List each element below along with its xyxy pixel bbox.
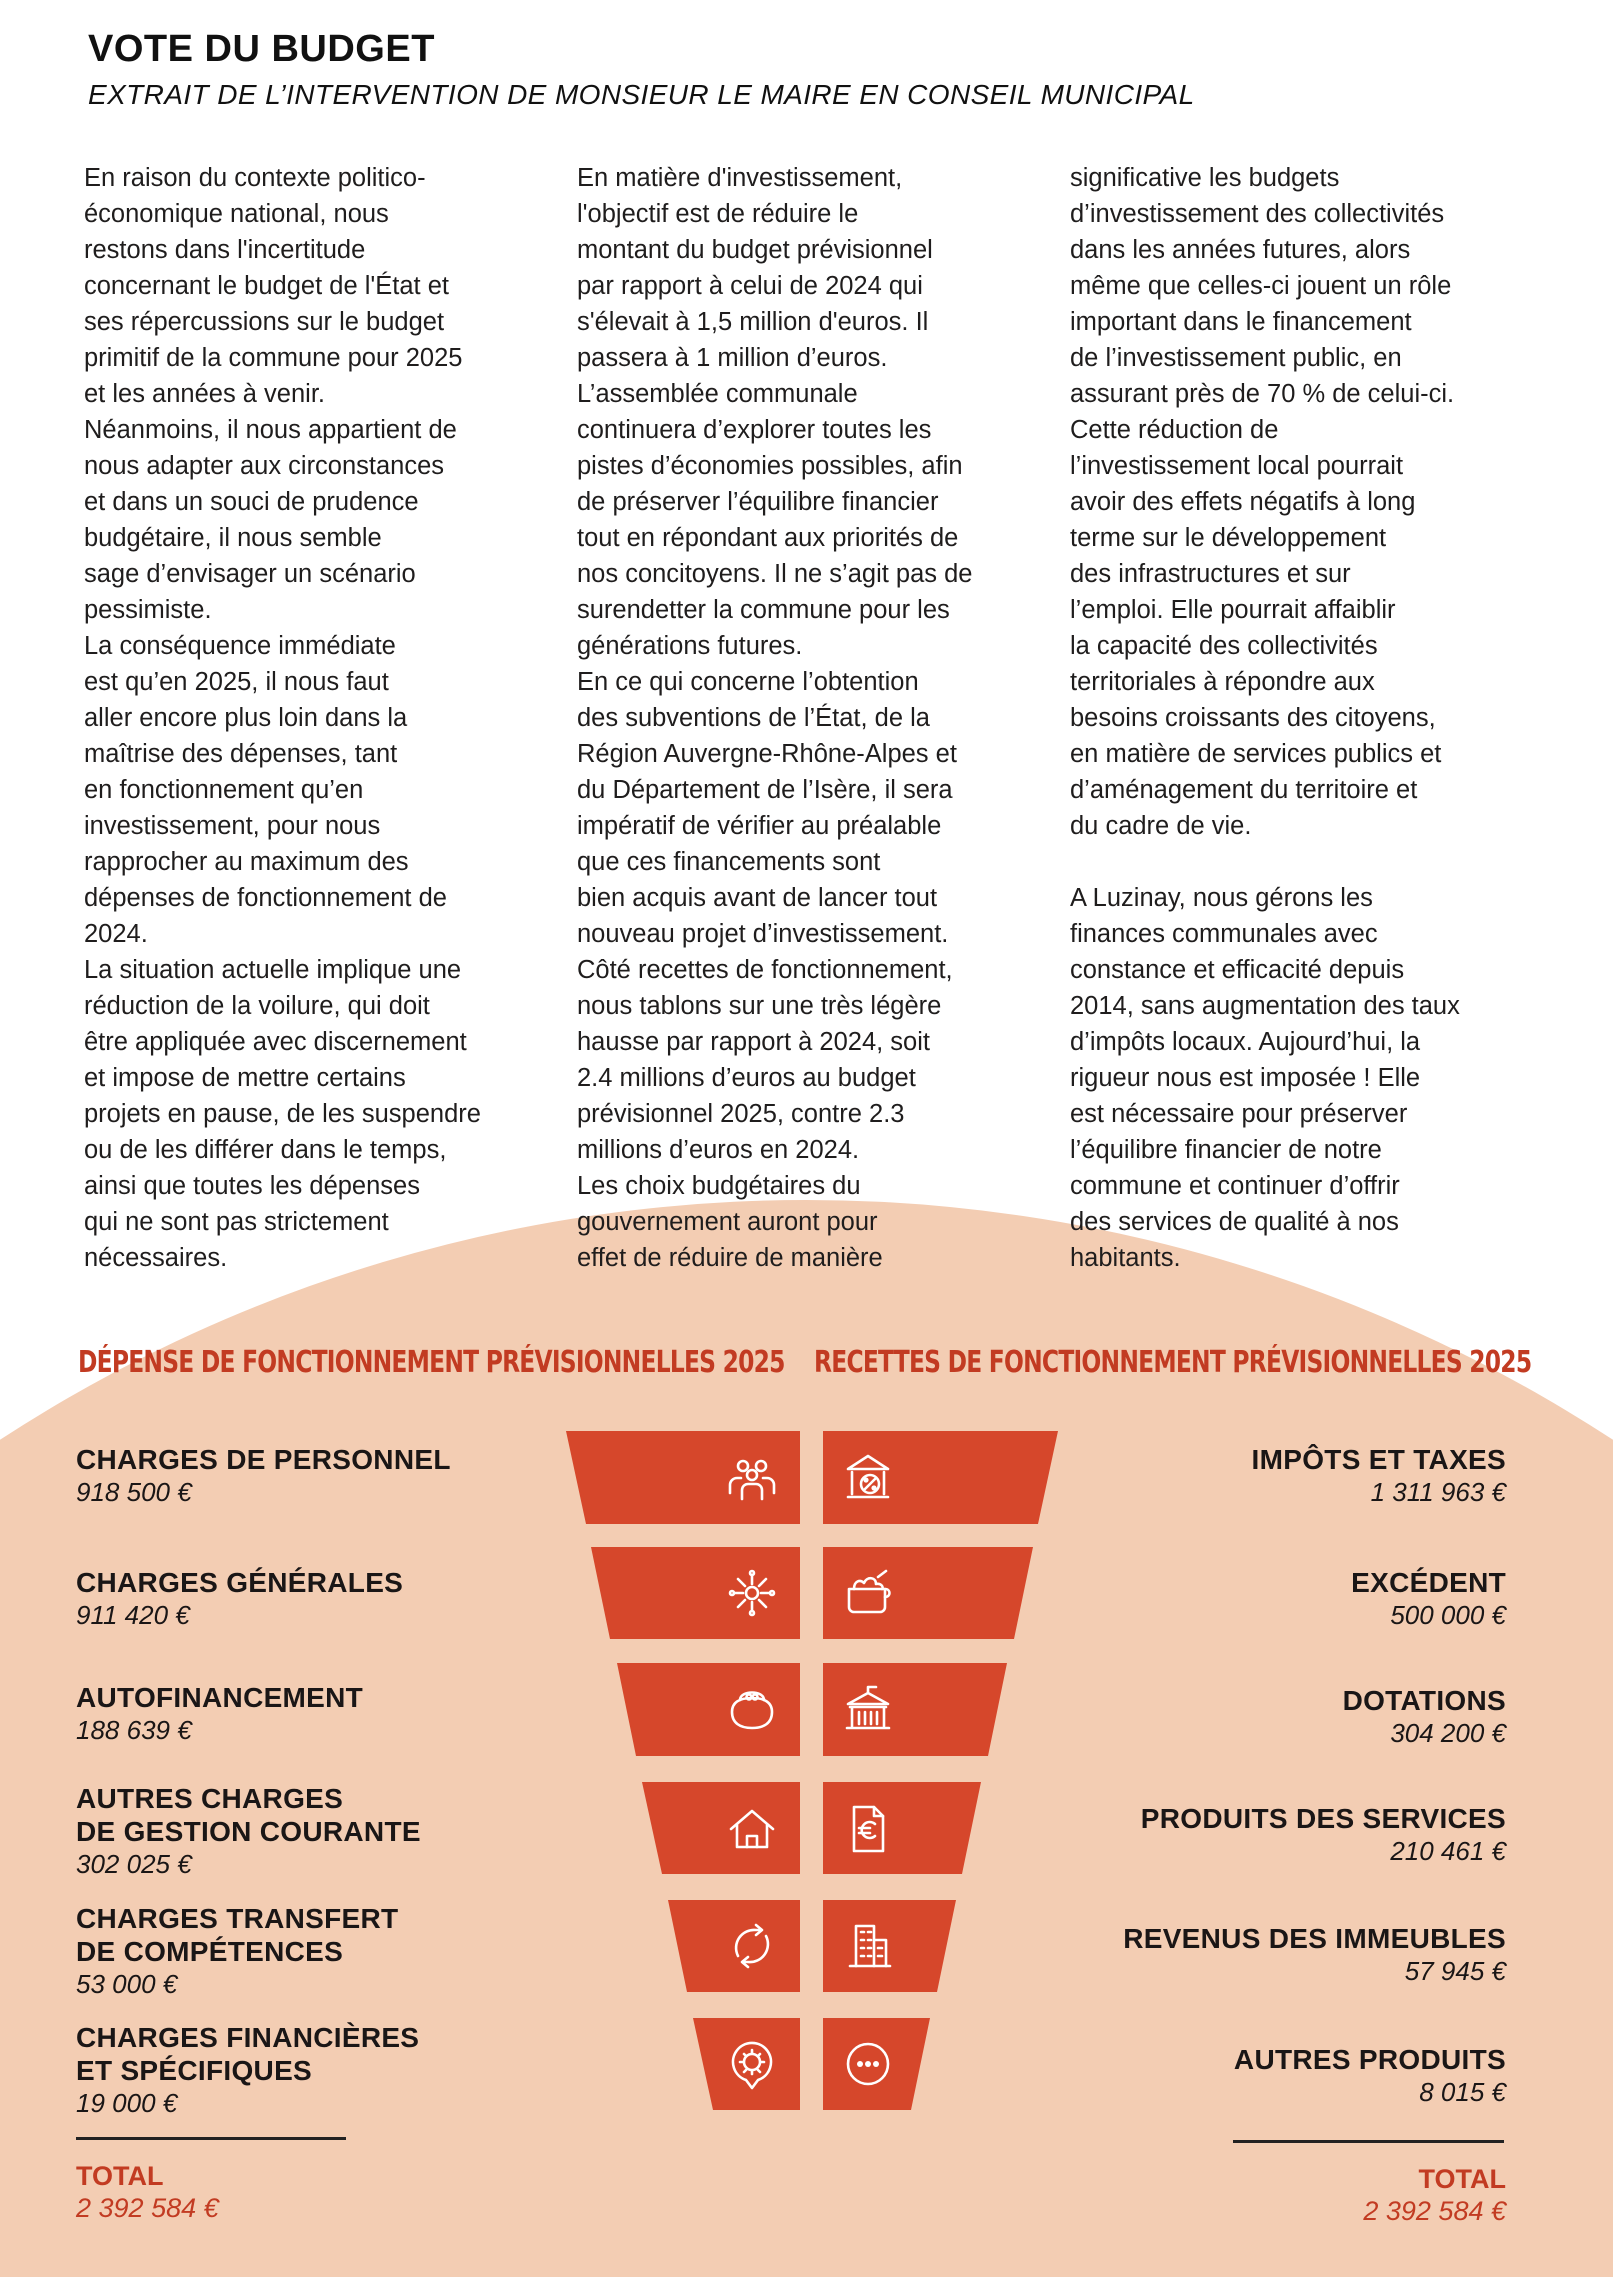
recette-label: REVENUS DES IMMEUBLES (1123, 1923, 1506, 1954)
recette-value: 500 000 € (1390, 1600, 1506, 1630)
recettes-section-title: RECETTES DE FONCTIONNEMENT PRÉVISIONNELLES 2025 (814, 1345, 1532, 1380)
recette-value: 57 945 € (1404, 1956, 1506, 1986)
article-column-3 (1070, 160, 1540, 1276)
depense-value: 911 420 € (76, 1600, 190, 1630)
article-text: En matière d'investissement, l'objectif est de réduire le montant du budget prévisionnel par rapport à celui de 2024 qui s'élevait à 1,5 million d'euros. Il passera à 1 million d’euros. L’assemblée communale continuera d’explorer toutes les pistes d’économies possibles, afin de préserver l’équilibre financier tout en répondant aux priorités de nos concitoyens. Il ne s’agit pas de surendetter la commune pour les générations futures. En ce qui concerne l’obtention des subventions de l’État, de la Région Auvergne-Rhône-Alpes et du Département de l’Isère, il sera impératif de vérifier au préalable que ces financements sont bien acquis avant de lancer tout nouveau projet d’investissement. Côté recettes de fonctionnement, nous tablons sur une très légère hausse par rapport à 2024, soit 2.4 millions d’euros au budget prévisionnel 2025, contre 2.3 millions d’euros en 2024. Les choix budgétaires du gouvernement auront pour effet de réduire de manière (577, 164, 973, 1272)
depense-item (76, 1782, 421, 1880)
depenses-total-divider (76, 2137, 346, 2140)
article-text: En raison du contexte politico- économique national, nous restons dans l'incertitude concernant le budget de l'État et ses répercussions sur le budget primitif de la commune pour 2025 et les années à venir. Néanmoins, il nous appartient de nous adapter aux circonstances et dans un souci de prudence budgétaire, il nous semble sage d’envisager un scénario pessimiste. La conséquence immédiate est qu’en 2025, il nous faut aller encore plus loin dans la maîtrise des dépenses, tant en fonctionnement qu’en investissement, pour nous rapprocher au maximum des dépenses de fonctionnement de 2024. La situation actuelle implique une réduction de la voilure, qui doit être appliquée avec discernement et impose de mettre certains projets en pause, de les suspendre ou de les différer dans le temps, ainsi que toutes les dépenses qui ne sont pas strictement nécessaires. (84, 164, 481, 1272)
depenses-total-value: 2 392 584 € (76, 2193, 219, 2223)
depense-label: CHARGES DE PERSONNEL (76, 1444, 451, 1475)
article-column-1 (84, 160, 554, 1276)
depense-item (76, 2021, 419, 2119)
recette-item (1351, 1566, 1506, 1631)
depense-label: AUTOFINANCEMENT (76, 1682, 364, 1713)
depenses-total (76, 2160, 219, 2224)
recette-label: IMPÔTS ET TAXES (1251, 1444, 1506, 1475)
depense-value: 302 025 € (76, 1849, 192, 1879)
recettes-total-value: 2 392 584 € (1363, 2196, 1506, 2226)
depense-value: 19 000 € (76, 2088, 178, 2118)
recettes-total (1363, 2163, 1506, 2227)
depense-item (76, 1902, 398, 2000)
depense-value: 918 500 € (76, 1477, 192, 1507)
recettes-total-label: TOTAL (1418, 2164, 1506, 2194)
depense-label: CHARGES FINANCIÈRES ET SPÉCIFIQUES (76, 2022, 420, 2086)
depense-label: CHARGES GÉNÉRALES (76, 1567, 404, 1598)
article-column-2 (577, 160, 1047, 1276)
page-title: VOTE DU BUDGET (88, 28, 435, 70)
depense-value: 188 639 € (76, 1715, 192, 1745)
depense-item (76, 1443, 451, 1508)
recette-value: 1 311 963 € (1370, 1477, 1506, 1507)
depenses-section-title: DÉPENSE DE FONCTIONNEMENT PRÉVISIONNELLES 2025 (78, 1345, 785, 1380)
page-subtitle: EXTRAIT DE L’INTERVENTION DE MONSIEUR LE MAIRE EN CONSEIL MUNICIPAL (88, 79, 1195, 110)
depense-value: 53 000 € (76, 1969, 178, 1999)
recettes-total-divider (1233, 2140, 1504, 2143)
recette-label: AUTRES PRODUITS (1233, 2044, 1506, 2075)
recette-value: 210 461 € (1390, 1836, 1506, 1866)
recette-item (1343, 1684, 1506, 1749)
recette-label: EXCÉDENT (1351, 1567, 1506, 1598)
depense-item (76, 1566, 403, 1631)
depense-label: CHARGES TRANSFERT DE COMPÉTENCES (76, 1903, 399, 1967)
depenses-total-label: TOTAL (76, 2161, 164, 2191)
recette-item (1141, 1802, 1506, 1867)
page-header (88, 28, 1195, 111)
article-text: significative les budgets d’investissement des collectivités dans les années futures, alors même que celles-ci jouent un rôle important dans le financement de l’investissement public, en assurant près de 70 % de celui-ci. Cette réduction de l’investissement local pourrait avoir des effets négatifs à long terme sur le développement des infrastructures et sur l’emploi. Elle pourrait affaiblir la capacité des collectivités territoriales à répondre aux besoins croissants des citoyens, en matière de services publics et d’aménagement du territoire et du cadre de vie. A Luzinay, nous gérons les finances communales avec constance et efficacité depuis 2014, sans augmentation des taux d’impôts locaux. Aujourd’hui, la rigueur nous est imposée ! Elle est nécessaire pour préserver l’équilibre financier de notre commune et continuer d’offrir des services de qualité à nos habitants. (1070, 164, 1460, 1272)
recette-item (1123, 1922, 1506, 1987)
depense-item (76, 1681, 363, 1746)
recette-value: 8 015 € (1419, 2077, 1506, 2107)
recette-label: PRODUITS DES SERVICES (1140, 1803, 1506, 1834)
recette-label: DOTATIONS (1342, 1685, 1506, 1716)
recette-item (1234, 2043, 1506, 2108)
depense-label: AUTRES CHARGES DE GESTION COURANTE (76, 1783, 421, 1847)
recette-value: 304 200 € (1390, 1718, 1506, 1748)
recette-item (1252, 1443, 1506, 1508)
